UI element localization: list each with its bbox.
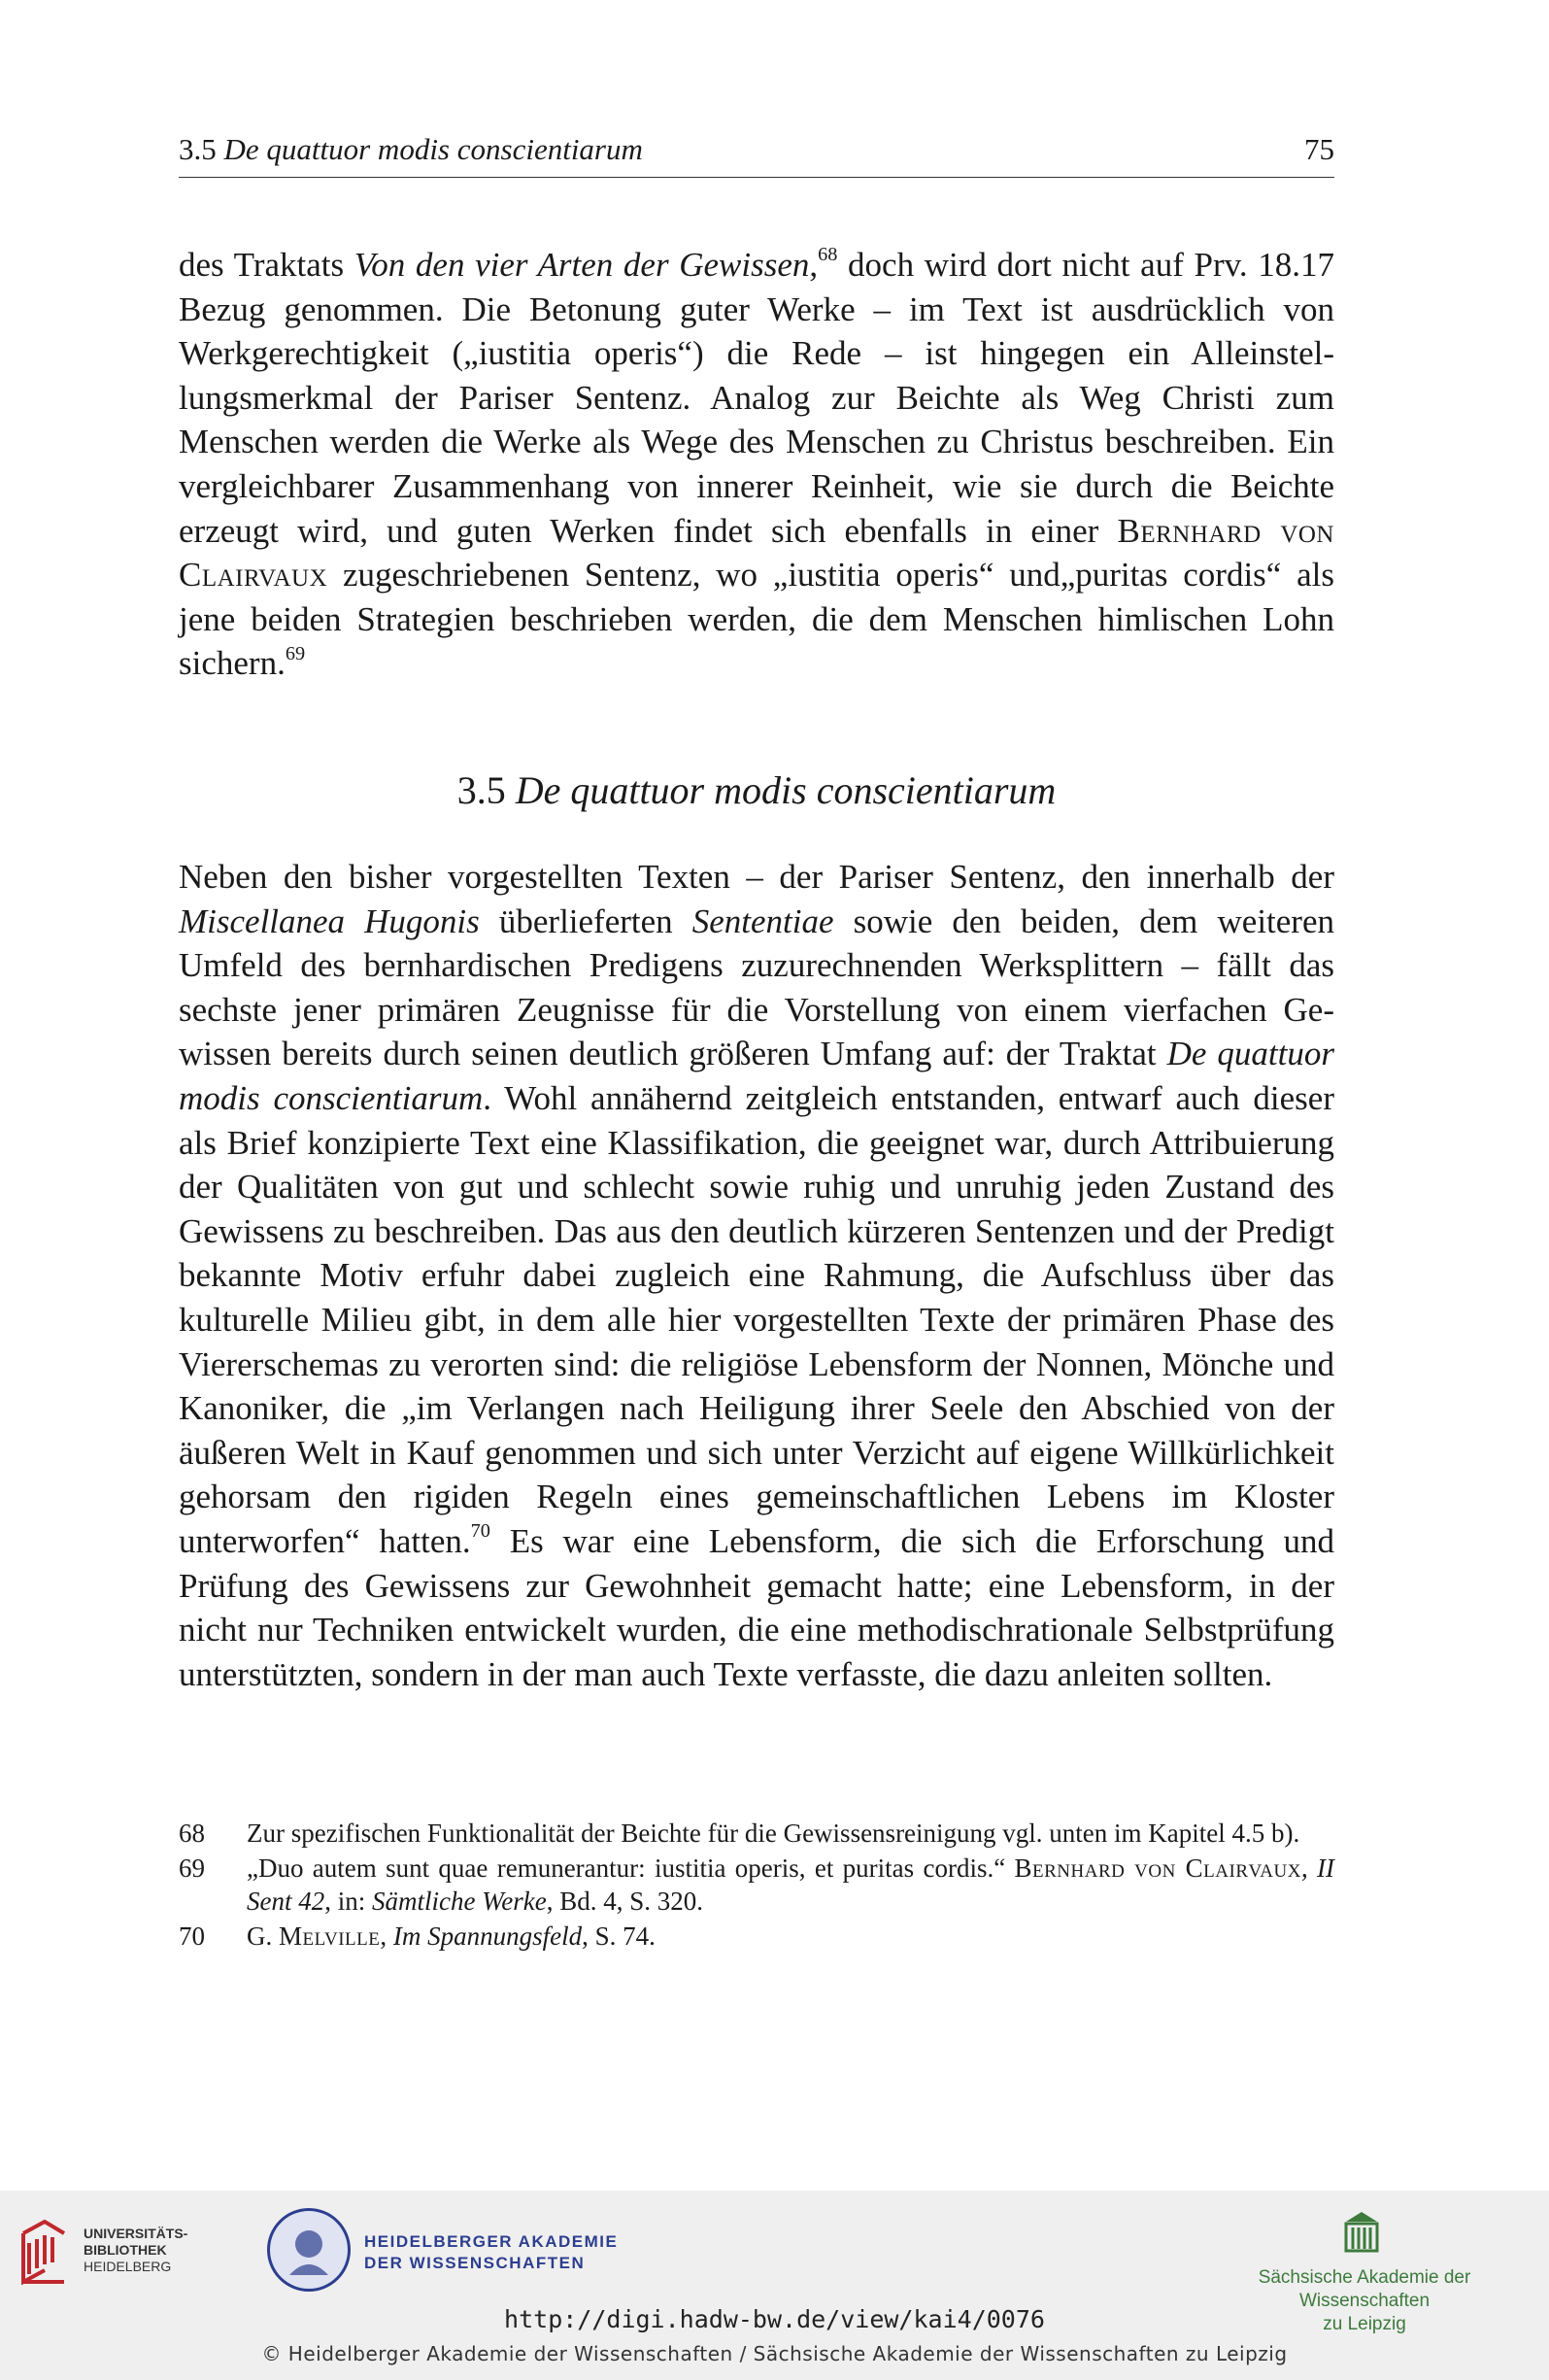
paragraph-1: des Traktats Von den vier Arten der Gewissen,$^{68}$ doch wird dort nicht auf Prv. 18.17 Bezug genommen. Die Betonung guter Werke – im Text ist ausdrücklich von Werkgerechtigkeit („iustitia operis“) die Rede – ist hingegen ein Alleinstellungsmerkmal der Pariser Sentenz. Analog zur Beichte als Weg Christi zum Menschen werden die Werke als Wege des Menschen zu Christus beschreiben. Ein vergleichbarer Zusammenhang von innerer Reinheit, wie sie durch die Beichte erzeugt wird, und guten Werken findet sich ebenfalls in einer Bernhard von Clairvaux zugeschriebenen Sentenz, wo „iustitia operis“ und„puritas cordis“ als jene beiden Strategien beschrieben werden, die dem Menschen himlischen Lohn sichern.$^{69}$ [179,244,1335,683]
hadw-seal-icon [267,2208,351,2292]
page-number: 75 [1304,132,1334,166]
footnote-ref-70: 70 [470,1520,490,1543]
work-title: Miscellanea Hugonis [179,901,480,940]
section-number: 3.5 [456,768,506,812]
footnote-number: 70 [179,1921,205,1951]
footnote-ref-69: 69 [285,642,306,664]
paragraph-2 [179,855,1334,1696]
text-span: Es war eine Lebensform, die sich die Erforschung und Prüfung des Gewissens zur Gewohnheit gemacht hatte; eine Lebensform, in der nicht nur Techniken entwickelt wurden, die eine methodischrationale Selbstprüfung unterstützten, sondern in der man auch Texte verfasste, die dazu anleiten sollten. [179,1521,1334,1693]
text-span: . Wohl annähernd zeitgleich entstanden, entwarf auch dieser als Brief konzipierte Text eine Klassifikation, die geeignet war, durch Attribuierung der Qualitäten von gut und schlecht sowie ruhig und unruhig jeden Zustand des Gewissens zu beschreiben. Das aus den deutlich kürzeren Sentenzen und der Predigt bekannte Motiv erfuhr dabei zugleich eine Rahmung, die Aufschluss über das kulturelle Milieu gibt, in dem alle hier vorgestellten Texte der primären Phase des Viererschemas zu verorten sind: die religiöse Lebensform der Nonnen, Mönche und Kanoniker, die „im Verlangen nach Heiligung ihrer Seele den Abschied von der äußeren Welt in Kauf genommen und sich unter Verzicht auf eigene Willkürlichkeit gehorsam den rigiden Regeln eines gemeinschaftlichen Lebens im Kloster unterworfen“ hatten. [179,1078,1334,1560]
footnotes [179,1817,1334,1955]
work-title: Sententiae [691,901,834,940]
hadw-line-1: HEIDELBERGER AKADEMIE [364,2232,619,2251]
footnote-number: 69 [179,1853,205,1883]
work-title: II Sent 42 [247,1853,1335,1916]
running-header [179,128,1334,178]
text-span: doch wird dort nicht auf Prv. 18.17 Bezug genommen. Die Betonung guter Werke – im Text ist ausdrücklich von Werkgerechtigkeit („iustitia operis“) die Rede – ist hingegen ein Alleinstellungsmerkmal der Pariser Sentenz. Analog zur Beichte als Weg Christi zum Menschen werden die Werke als Wege des Menschen zu Christus beschreiben. Ein vergleichbarer Zusammenhang von innerer Reinheit, wie sie durch die Beichte erzeugt wird, und guten Werken findet sich ebenfalls in einer [179,246,1335,550]
ub-logo-icon [16,2214,72,2292]
footnote-70 [179,1920,1334,1953]
ub-heidelberg-logo[interactable] [16,2210,219,2297]
footnote-ref-68: 68 [818,244,838,266]
work-title: De quattuor modis conscientiarum [179,1035,1334,1117]
text-span: , S. 74. [582,1921,656,1951]
footnote-68 [179,1817,1334,1850]
author-name: Bernhard von Clairvaux [179,511,1334,595]
permalink-url[interactable]: http://digi.hadw-bw.de/view/kai4/0076 [504,2305,1045,2333]
hadw-logo-text [364,2231,646,2274]
text-span: , Bd. 4, S. 320. [546,1887,703,1916]
section-title: De quattuor modis conscientiarum [515,768,1057,812]
footnote-number: 68 [179,1819,205,1848]
saw-line-1: Sächsische Akademie der Wissenschaften [1258,2267,1471,2311]
text-span: des Traktats [179,246,354,284]
ub-logo-text [84,2226,229,2275]
copyright-notice: © Heidelberger Akademie der Wissenschaften / Sächsische Akademie der Wissenschaften zu Leipzig [261,2342,1288,2365]
text-span: sowie den beiden, dem weiteren Umfeld des bernhardischen Predigens zuzurechnenden Werksplittern – fällt das sechste jener primären Zeugnisse für die Vorstellung von einem vierfachen Gewissen bereits durch seinen deutlich größeren Umfang auf: der Traktat [179,901,1334,1073]
ub-line-1: UNIVERSITÄTS- [84,2226,188,2241]
text-span: G. [247,1921,279,1951]
ub-line-3: HEIDELBERG [84,2259,172,2274]
work-title: Im Spannungsfeld [392,1921,583,1951]
text-span: , in: [324,1887,373,1916]
author-name: Melville [279,1921,381,1951]
running-title-text: De quattuor modis conscientiarum [223,132,643,166]
section-heading [179,765,1334,816]
text-span: , [380,1921,393,1951]
text-span: , [1300,1853,1318,1883]
text-span: zugeschriebenen Sentenz, wo „iustitia operis“ und„puritas cordis“ als jene beiden Strategien beschrieben werden, die dem Menschen himlischen Lohn sichern. [179,556,1334,683]
hadw-line-2: DER WISSENSCHAFTEN [364,2254,586,2272]
saw-line-2: zu Leipzig [1323,2314,1406,2334]
saw-building-icon [1342,2208,1381,2253]
work-title: Von den vier Arten der Gewissen [354,246,810,284]
text-span: „Duo autem sunt quae remunerantur: iustitia operis, et puritas cordis.“ [247,1853,1015,1883]
text-span: Neben den bisher vorgestellten Texten – der Pariser Sentenz, den innerhalb der [179,858,1334,896]
running-title-number: 3.5 [179,132,217,166]
footnote-text: Zur spezifischen Funktionalität der Beichte für die Gewissensreinigung vgl. unten im Kapitel 4.5 b). [247,1819,1300,1848]
footnote-69 [179,1852,1334,1918]
author-name: Bernhard von Clairvaux [1014,1853,1301,1883]
work-title: Sämtliche Werke [372,1887,547,1916]
hadw-logo[interactable] [267,2208,636,2295]
text-span: überlieferten [479,901,692,940]
digitization-footer [0,2191,1549,2380]
ub-line-2: BIBLIOTHEK [84,2242,167,2258]
